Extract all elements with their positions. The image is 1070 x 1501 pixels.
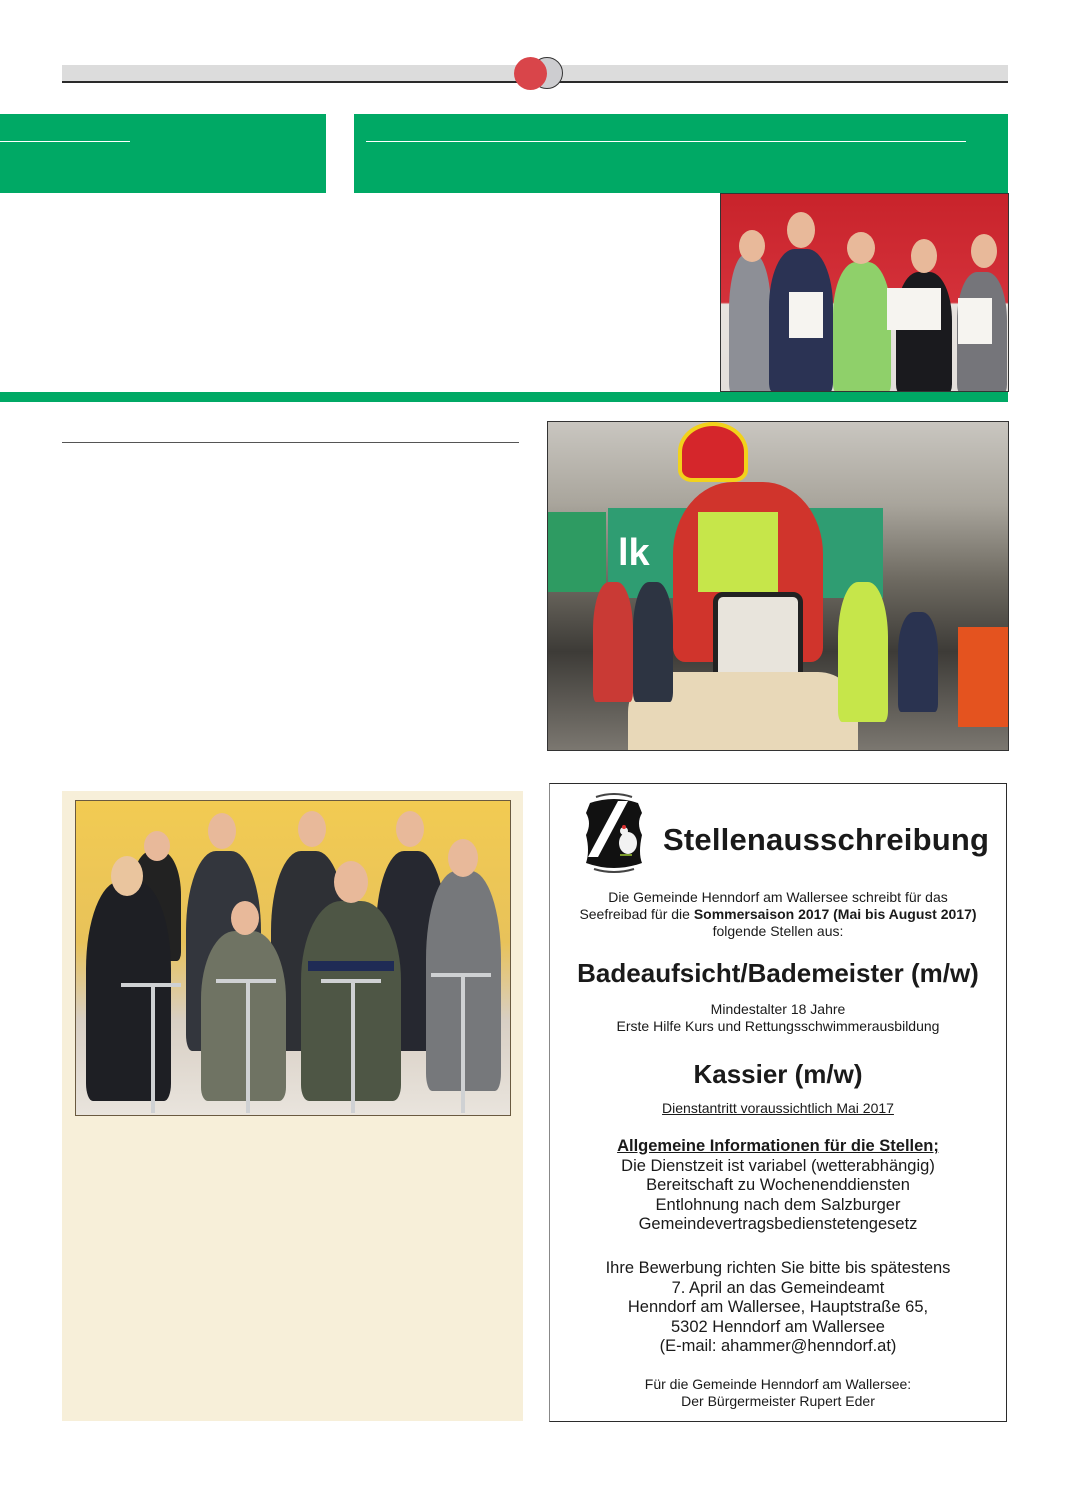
- signature: [550, 1376, 1006, 1410]
- green-title-bar-left: [0, 114, 326, 193]
- intro-line-1: Die Gemeinde Henndorf am Wallersee schreibt für das: [608, 889, 948, 905]
- ad-intro: [550, 889, 1006, 940]
- intro-line-2-prefix: Seefreibad für die: [579, 906, 694, 922]
- position-title-cashier: Kassier (m/w): [693, 1059, 863, 1089]
- green-title-underline-left: [0, 141, 130, 142]
- application-address: Henndorf am Wallersee, Hauptstraße 65,: [627, 1298, 929, 1316]
- application-email[interactable]: (E-mail: ahammer@henndorf.at): [659, 1337, 897, 1355]
- green-separator-bar: [0, 392, 1008, 402]
- intro-line-2: [550, 906, 1006, 923]
- signature-line-1: Für die Gemeinde Henndorf am Wallersee:: [644, 1376, 912, 1392]
- position-title-lifeguard: Badeaufsicht/Bademeister (m/w): [577, 958, 979, 988]
- column-rule: [62, 442, 519, 443]
- position-details-lifeguard: [550, 1001, 1006, 1035]
- signature-line-2: Der Bürgermeister Rupert Eder: [681, 1393, 875, 1409]
- header-dot-red: [514, 57, 547, 90]
- position-details-cashier: Dienstantritt voraussichtlich Mai 2017: [662, 1100, 894, 1116]
- green-title-bar-right: [354, 114, 1008, 193]
- coat-of-arms-icon: [580, 793, 648, 873]
- scooter-handover-photo: [75, 800, 511, 1116]
- general-info-heading: Allgemeine Informationen für die Stellen;: [617, 1137, 939, 1155]
- ad-title: Stellenausschreibung: [663, 822, 990, 857]
- general-info-line: Entlohnung nach dem Salzburger: [655, 1195, 901, 1214]
- general-info-line: Bereitschaft zu Wochenenddiensten: [646, 1176, 910, 1194]
- general-info: [550, 1137, 1006, 1235]
- general-info-line: Die Dienstzeit ist variabel (wetterabhängig): [621, 1156, 935, 1175]
- intro-line-3: folgende Stellen aus:: [712, 923, 844, 939]
- chainsaw-competition-photo: lk: [547, 421, 1009, 751]
- season-dates: Sommersaison 2017 (Mai bis August 2017): [693, 906, 977, 922]
- application-line: 7. April an das Gemeindeamt: [671, 1278, 885, 1297]
- green-title-underline-right: [366, 141, 966, 142]
- application-info: [550, 1259, 1006, 1357]
- application-line: Ihre Bewerbung richten Sie bitte bis spätestens: [605, 1259, 951, 1277]
- detail-first-aid: Erste Hilfe Kurs und Rettungsschwimmerausbildung: [616, 1018, 940, 1034]
- detail-min-age: Mindestalter 18 Jahre: [710, 1001, 846, 1017]
- application-postcode: 5302 Henndorf am Wallersee: [670, 1317, 885, 1336]
- job-advertisement: [549, 783, 1007, 1422]
- award-ceremony-photo: [720, 193, 1009, 392]
- general-info-line: Gemeindevertragsbedienstetengesetz: [638, 1215, 918, 1233]
